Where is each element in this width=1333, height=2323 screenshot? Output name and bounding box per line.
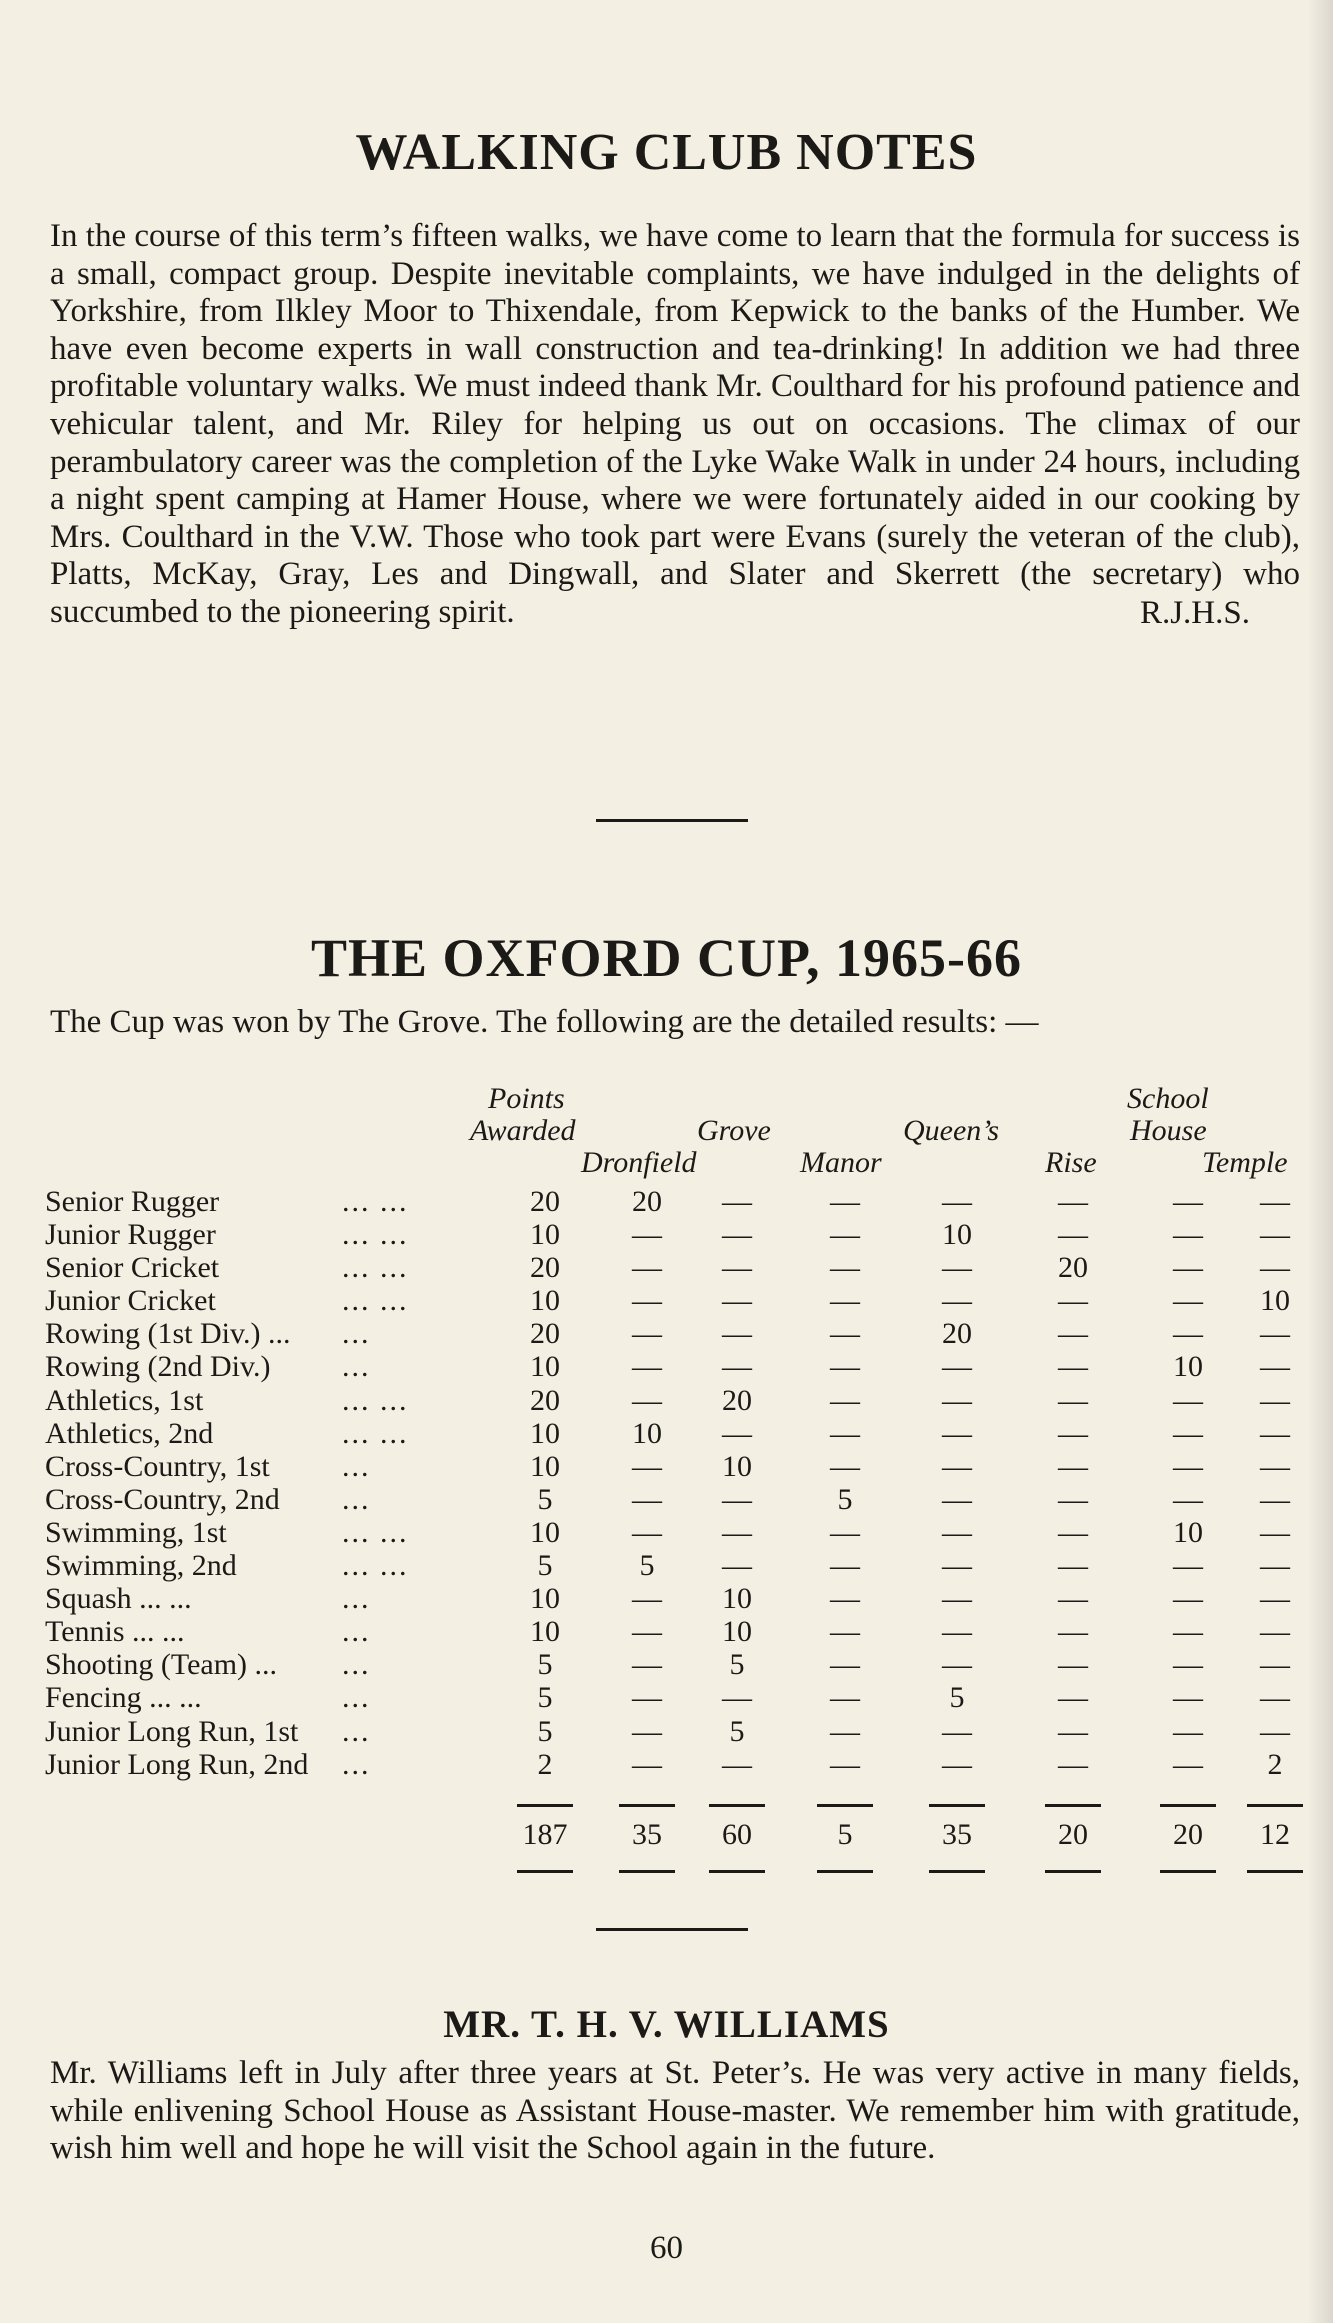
table-cell: — [1058, 1615, 1088, 1649]
table-cell: — [942, 1251, 972, 1285]
leader-dots: ... ... [342, 1284, 409, 1318]
table-cell: 10 [942, 1218, 972, 1252]
event-label: Rowing (2nd Div.) [45, 1350, 271, 1384]
table-cell: — [1260, 1482, 1290, 1516]
table-cell: — [942, 1549, 972, 1583]
table-cell: — [1058, 1549, 1088, 1583]
leader-dots: ... ... [342, 1185, 409, 1218]
leader-dots: ... ... [342, 1549, 409, 1583]
table-cell: — [1260, 1251, 1290, 1285]
table-cell: 5 [537, 1714, 553, 1748]
table-cell: — [1058, 1218, 1088, 1252]
table-cell: 10 [530, 1449, 560, 1483]
table-cell: — [632, 1284, 662, 1318]
table-cell: — [632, 1515, 662, 1549]
event-label: Rowing (1st Div.) ... [45, 1317, 291, 1351]
table-cell: 5 [729, 1714, 745, 1748]
leader-dots: ... [342, 1747, 371, 1781]
table-row [45, 1317, 1303, 1350]
table-cell: 10 [1260, 1284, 1290, 1318]
table-cell: — [632, 1350, 662, 1384]
leader-dots: ... [342, 1449, 371, 1483]
table-row [45, 1251, 1303, 1284]
table-cell: 20 [632, 1185, 662, 1218]
williams-paragraph: Mr. Williams left in July after three years at St. Peter’s. He was very active in many fields, while enlivening School House as Assistant House-master. We remember him with gratitude, wish him well and hope he will visit the School again in the future. [50, 2055, 1300, 2167]
table-cell: — [1058, 1515, 1088, 1549]
walking-club-heading: WALKING CLUB NOTES [355, 124, 978, 181]
table-row [45, 1384, 1303, 1417]
table-cell: — [1058, 1383, 1088, 1417]
williams-heading: MR. T. H. V. WILLIAMS [443, 2003, 890, 2046]
event-label: Senior Rugger [45, 1185, 220, 1218]
table-cell: — [942, 1482, 972, 1516]
total-rule-top [619, 1804, 675, 1807]
table-row [45, 1284, 1303, 1317]
table-cell: — [1260, 1648, 1290, 1682]
table-cell: — [1058, 1416, 1088, 1450]
table-cell: — [1173, 1284, 1203, 1318]
leader-dots: ... ... [342, 1218, 409, 1252]
table-cell: — [830, 1582, 860, 1616]
table-cell: — [942, 1185, 972, 1218]
table-cell: — [942, 1615, 972, 1649]
table-cell: — [722, 1416, 752, 1450]
table-cell: 5 [537, 1648, 553, 1682]
table-cell: 2 [537, 1747, 553, 1781]
table-cell: 2 [1267, 1747, 1283, 1781]
total-rule-bottom [1247, 1870, 1303, 1873]
total-rule-bottom [1045, 1870, 1101, 1873]
table-cell: — [942, 1383, 972, 1417]
table-cell: — [1058, 1350, 1088, 1384]
total-value: 35 [632, 1818, 662, 1851]
table-cell: — [830, 1615, 860, 1649]
table-cell: — [1260, 1582, 1290, 1616]
table-cell: — [722, 1482, 752, 1516]
total-rule-top [1160, 1804, 1216, 1807]
table-cell: — [1260, 1615, 1290, 1649]
table-cell: — [942, 1416, 972, 1450]
table-cell: — [830, 1185, 860, 1218]
table-cell: 5 [949, 1681, 965, 1715]
table-cell: — [1058, 1747, 1088, 1781]
table-cell: — [1260, 1515, 1290, 1549]
table-cell: — [722, 1218, 752, 1252]
table-cell: — [632, 1615, 662, 1649]
total-value: 12 [1260, 1818, 1290, 1851]
walking-club-paragraph [50, 218, 1300, 632]
total-value: 35 [942, 1818, 972, 1851]
table-cell: — [1173, 1648, 1203, 1682]
table-cell: — [632, 1482, 662, 1516]
table-cell: — [722, 1515, 752, 1549]
event-label: Junior Rugger [45, 1218, 216, 1252]
table-cell: 5 [639, 1549, 655, 1583]
table-row [45, 1450, 1303, 1483]
leader-dots: ... [342, 1582, 371, 1616]
table-cell: — [632, 1648, 662, 1682]
table-cell: — [1260, 1317, 1290, 1351]
table-cell: — [722, 1747, 752, 1781]
table-cell: — [830, 1251, 860, 1285]
table-cell: — [830, 1317, 860, 1351]
table-cell: — [1260, 1681, 1290, 1715]
table-row [45, 1185, 1303, 1218]
leader-dots: ... [342, 1681, 371, 1715]
table-cell: 5 [537, 1482, 553, 1516]
table-row [45, 1748, 1303, 1781]
table-cell: — [1173, 1185, 1203, 1218]
leader-dots: ... [342, 1317, 371, 1351]
table-cell: — [1173, 1317, 1203, 1351]
event-label: Swimming, 2nd [45, 1549, 237, 1583]
total-value: 5 [837, 1818, 853, 1851]
leader-dots: ... ... [342, 1383, 409, 1417]
oxford-cup-intro: The Cup was won by The Grove. The following are the detailed results: — [50, 1004, 1039, 1040]
table-cell: — [632, 1383, 662, 1417]
table-cell: — [1173, 1747, 1203, 1781]
table-cell: 10 [632, 1416, 662, 1450]
event-label: Senior Cricket [45, 1251, 220, 1285]
table-row [45, 1681, 1303, 1714]
event-label: Athletics, 1st [45, 1383, 204, 1417]
table-cell: — [632, 1449, 662, 1483]
table-cell: 20 [942, 1317, 972, 1351]
table-cell: 20 [722, 1383, 752, 1417]
table-row [45, 1648, 1303, 1681]
total-value: 20 [1058, 1818, 1088, 1851]
table-cell: — [830, 1416, 860, 1450]
table-cell: 10 [722, 1582, 752, 1616]
table-cell: — [1173, 1218, 1203, 1252]
event-label: Shooting (Team) ... [45, 1648, 278, 1682]
table-cell: — [1260, 1185, 1290, 1218]
event-label: Cross-Country, 1st [45, 1449, 270, 1483]
table-cell: 5 [729, 1648, 745, 1682]
table-cell: 10 [530, 1350, 560, 1384]
walking-club-body: In the course of this term’s fifteen walks, we have come to learn that the formula for success is a small, compact group. Despite inevitable complaints, we have indulged in the delights of Yorkshire, from Ilkley Moor to Thixendale, from Kepwick to the banks of the Humber. We have even become experts in wall construction and tea-drinking! In addition we had three profitable voluntary walks. We must indeed thank Mr. Coulthard for his profound patience and vehicular talent, and Mr. Riley for helping us out on occasions. The climax of our perambulatory career was the completion of the Lyke Wake Walk in under 24 hours, including a night spent camping at Hamer House, where we were fortunately aided in our cooking by Mrs. Coulthard in the V.W. Those who took part were Evans (surely the veteran of the club), Platts, McKay, Gray, Les and Dingwall, and Slater and Skerrett (the secretary) who succumbed to the pioneering spirit. [50, 218, 1300, 630]
table-cell: — [1058, 1648, 1088, 1682]
table-cell: — [830, 1714, 860, 1748]
event-label: Squash ... ... [45, 1582, 192, 1616]
table-cell: — [830, 1350, 860, 1384]
table-cell: — [1173, 1251, 1203, 1285]
total-rule-bottom [817, 1870, 873, 1873]
table-row [45, 1350, 1303, 1383]
total-rule-bottom [1160, 1870, 1216, 1873]
total-rule-bottom [517, 1870, 573, 1873]
table-cell: — [830, 1383, 860, 1417]
event-label: Tennis ... ... [45, 1615, 185, 1649]
table-cell: 10 [530, 1615, 560, 1649]
table-cell: — [830, 1449, 860, 1483]
table-cell: — [722, 1350, 752, 1384]
results-table [45, 1185, 1303, 1781]
event-label: Junior Cricket [45, 1284, 216, 1318]
table-cell: — [1058, 1681, 1088, 1715]
table-cell: 5 [537, 1549, 553, 1583]
table-cell: — [1260, 1449, 1290, 1483]
table-cell: 5 [537, 1681, 553, 1715]
col-header-queens: Queen’s [903, 1114, 1000, 1147]
table-cell: — [1173, 1416, 1203, 1450]
table-cell: — [722, 1549, 752, 1583]
oxford-cup-heading: THE OXFORD CUP, 1965-66 [310, 928, 1023, 988]
table-cell: 10 [722, 1449, 752, 1483]
table-cell: — [1058, 1714, 1088, 1748]
table-cell: 20 [530, 1185, 560, 1218]
total-rule-top [1045, 1804, 1101, 1807]
table-cell: — [1058, 1582, 1088, 1616]
table-cell: 20 [530, 1251, 560, 1285]
table-cell: — [1173, 1714, 1203, 1748]
table-cell: — [1260, 1416, 1290, 1450]
leader-dots: ... ... [342, 1251, 409, 1285]
col-header-grove: Grove [697, 1114, 771, 1147]
table-cell: — [1260, 1350, 1290, 1384]
leader-dots: ... [342, 1648, 371, 1682]
table-cell: — [942, 1284, 972, 1318]
walking-club-signature: R.J.H.S. [1139, 594, 1250, 631]
table-row [45, 1417, 1303, 1450]
table-cell: 10 [530, 1582, 560, 1616]
table-cell: — [830, 1218, 860, 1252]
total-rule-bottom [929, 1870, 985, 1873]
table-cell: — [1058, 1284, 1088, 1318]
col-header-school: School [1127, 1082, 1209, 1115]
table-cell: — [1058, 1482, 1088, 1516]
total-rule-bottom [619, 1870, 675, 1873]
event-label: Swimming, 1st [45, 1515, 227, 1549]
table-cell: — [942, 1350, 972, 1384]
table-cell: 10 [1173, 1350, 1203, 1384]
table-cell: — [830, 1747, 860, 1781]
table-cell: — [722, 1284, 752, 1318]
table-cell: — [632, 1681, 662, 1715]
table-cell: — [830, 1681, 860, 1715]
table-cell: — [1173, 1383, 1203, 1417]
table-cell: — [722, 1681, 752, 1715]
col-header-awarded: Awarded [470, 1114, 576, 1147]
col-header-house: House [1130, 1114, 1207, 1147]
total-rule-top [517, 1804, 573, 1807]
total-rule-top [1247, 1804, 1303, 1807]
table-cell: — [632, 1251, 662, 1285]
table-cell: — [1173, 1582, 1203, 1616]
event-label: Fencing ... ... [45, 1681, 202, 1715]
table-cell: — [722, 1317, 752, 1351]
table-row [45, 1715, 1303, 1748]
table-cell: 5 [837, 1482, 853, 1516]
table-cell: — [1260, 1549, 1290, 1583]
page-number: 60 [650, 2230, 683, 2266]
leader-dots: ... [342, 1482, 371, 1516]
table-cell: — [1058, 1449, 1088, 1483]
total-rule-top [817, 1804, 873, 1807]
table-cell: — [942, 1714, 972, 1748]
table-cell: 10 [530, 1284, 560, 1318]
table-cell: — [632, 1714, 662, 1748]
table-cell: — [942, 1515, 972, 1549]
table-cell: 10 [530, 1515, 560, 1549]
col-header-temple: Temple [1202, 1146, 1288, 1179]
table-cell: — [1260, 1714, 1290, 1748]
col-header-rise: Rise [1045, 1146, 1097, 1179]
table-cell: — [1260, 1218, 1290, 1252]
table-cell: — [942, 1747, 972, 1781]
total-value: 187 [522, 1818, 568, 1851]
table-row [45, 1615, 1303, 1648]
table-cell: — [942, 1648, 972, 1682]
table-cell: — [830, 1648, 860, 1682]
table-row [45, 1549, 1303, 1582]
table-cell: — [830, 1549, 860, 1583]
table-cell: — [632, 1218, 662, 1252]
col-header-points: Points [488, 1082, 565, 1115]
table-cell: 10 [530, 1416, 560, 1450]
section-divider [596, 1928, 748, 1931]
table-row [45, 1218, 1303, 1251]
table-cell: 20 [1058, 1251, 1088, 1285]
total-rule-top [929, 1804, 985, 1807]
page-edge-shadow [1307, 0, 1333, 2323]
event-label: Cross-Country, 2nd [45, 1482, 280, 1516]
col-header-dronfield: Dronfield [581, 1146, 697, 1179]
table-cell: — [1058, 1317, 1088, 1351]
table-cell: — [632, 1582, 662, 1616]
leader-dots: ... [342, 1615, 371, 1649]
table-row [45, 1516, 1303, 1549]
event-label: Junior Long Run, 1st [45, 1714, 299, 1748]
leader-dots: ... [342, 1714, 371, 1748]
table-row [45, 1483, 1303, 1516]
table-cell: 10 [722, 1615, 752, 1649]
table-cell: — [1173, 1615, 1203, 1649]
table-cell: — [1260, 1383, 1290, 1417]
leader-dots: ... [342, 1350, 371, 1384]
table-cell: 20 [530, 1317, 560, 1351]
table-row [45, 1582, 1303, 1615]
section-divider [596, 819, 748, 822]
table-cell: — [632, 1317, 662, 1351]
event-label: Junior Long Run, 2nd [45, 1747, 309, 1781]
total-value: 60 [722, 1818, 752, 1851]
table-cell: — [830, 1515, 860, 1549]
leader-dots: ... ... [342, 1416, 409, 1450]
table-cell: 10 [1173, 1515, 1203, 1549]
table-cell: 20 [530, 1383, 560, 1417]
table-cell: — [722, 1251, 752, 1285]
event-label: Athletics, 2nd [45, 1416, 214, 1450]
table-cell: — [1173, 1482, 1203, 1516]
total-rule-bottom [709, 1870, 765, 1873]
table-cell: — [942, 1449, 972, 1483]
table-cell: — [1173, 1549, 1203, 1583]
col-header-manor: Manor [800, 1146, 882, 1179]
table-cell: — [1173, 1449, 1203, 1483]
total-value: 20 [1173, 1818, 1203, 1851]
table-cell: — [722, 1185, 752, 1218]
table-cell: — [1173, 1681, 1203, 1715]
leader-dots: ... ... [342, 1515, 409, 1549]
table-cell: — [830, 1284, 860, 1318]
table-cell: — [1058, 1185, 1088, 1218]
total-rule-top [709, 1804, 765, 1807]
table-cell: — [942, 1582, 972, 1616]
table-cell: 10 [530, 1218, 560, 1252]
table-cell: — [632, 1747, 662, 1781]
